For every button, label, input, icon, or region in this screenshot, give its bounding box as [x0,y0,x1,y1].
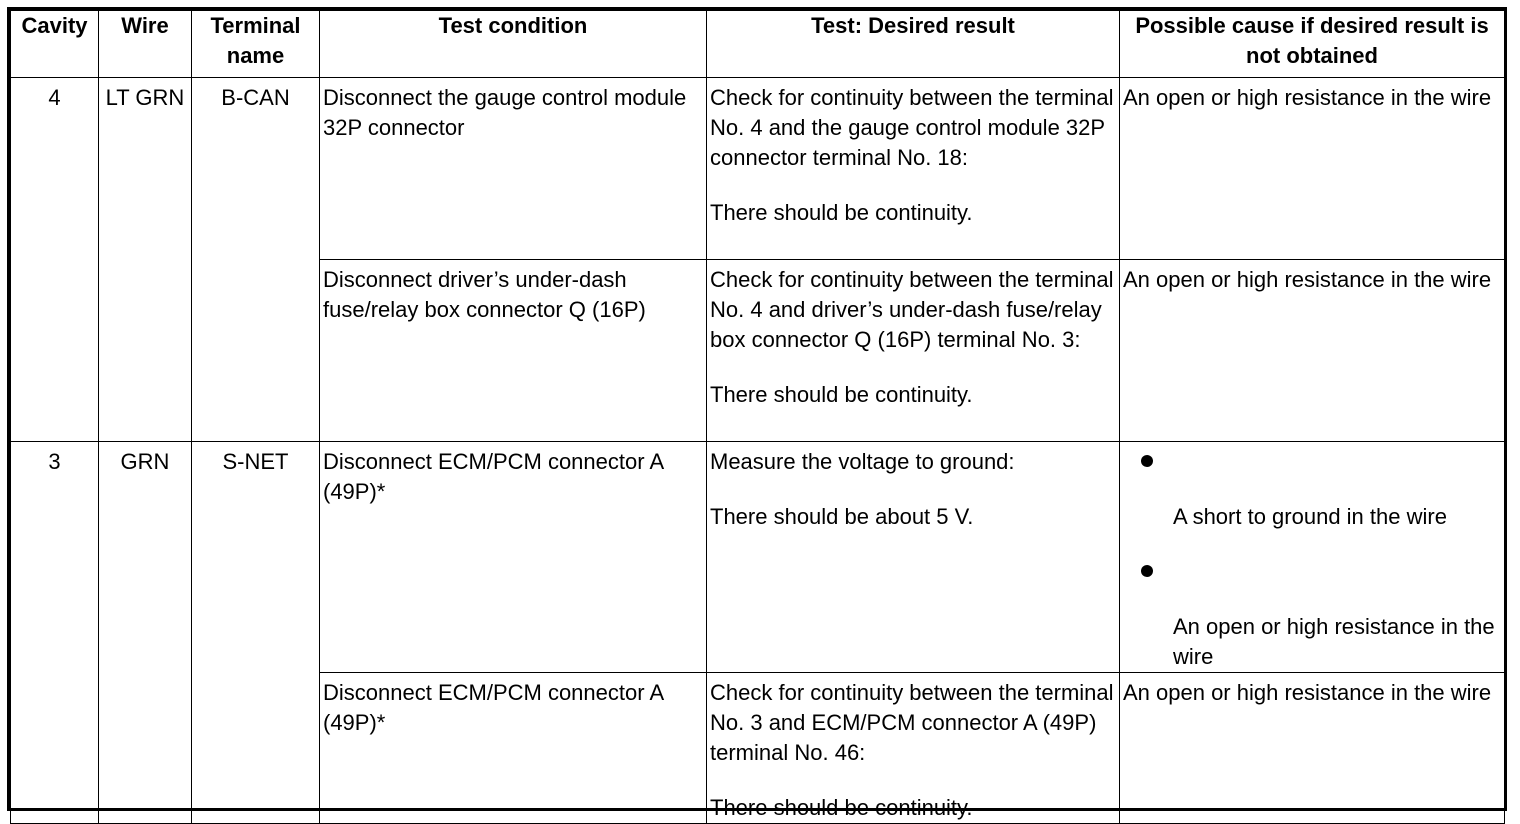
desired-result-cell [707,442,1120,673]
header-wire: Wire [99,11,192,78]
desired-result-cell [707,673,1120,824]
cause-bullet-text: An open or high resistance in the wire [1173,614,1495,669]
cavity-cell: 4 [11,78,99,442]
result-instruction: Check for continuity between the terminal No. 4 and driver’s under-dash fuse/relay box connector Q (16P) terminal No. 3: [710,267,1114,352]
result-instruction: Measure the voltage to ground: [710,449,1015,474]
desired-result-cell [707,260,1120,442]
header-row [11,11,1505,78]
cavity-cell: 3 [11,442,99,824]
wire-cell: LT GRN [99,78,192,442]
cause-bullet-item [1123,557,1501,672]
terminal-name-cell: B-CAN [192,78,320,442]
result-expectation: There should be continuity. [710,382,973,407]
bullet-dot-icon [1141,565,1153,577]
cause-bullet-text: A short to ground in the wire [1173,504,1447,529]
test-condition-cell: Disconnect ECM/PCM connector A (49P)* [320,673,707,824]
header-desired-result: Test: Desired result [707,11,1120,78]
wiring-test-table [10,10,1505,824]
terminal-name-cell: S-NET [192,442,320,824]
bullet-dot-icon [1141,455,1153,467]
result-instruction: Check for continuity between the terminal No. 3 and ECM/PCM connector A (49P) terminal No. 46: [710,680,1114,765]
possible-cause-cell [1120,442,1505,673]
result-instruction: Check for continuity between the terminal No. 4 and the gauge control module 32P connector terminal No. 18: [710,85,1114,170]
test-condition-cell: Disconnect the gauge control module 32P connector [320,78,707,260]
wiring-test-table-frame [7,7,1507,820]
cause-bullet-item [1123,447,1501,532]
result-expectation: There should be continuity. [710,200,973,225]
result-expectation: There should be continuity. [710,795,973,820]
table-row [11,442,1505,673]
possible-cause-cell: An open or high resistance in the wire [1120,673,1505,824]
header-test-condition: Test condition [320,11,707,78]
test-condition-cell: Disconnect driver’s under-dash fuse/relay box connector Q (16P) [320,260,707,442]
wire-cell: GRN [99,442,192,824]
table-row [11,78,1505,260]
test-condition-cell: Disconnect ECM/PCM connector A (49P)* [320,442,707,673]
result-expectation: There should be about 5 V. [710,504,974,529]
header-cavity: Cavity [11,11,99,78]
possible-cause-cell: An open or high resistance in the wire [1120,260,1505,442]
header-terminal-name: Terminal name [192,11,320,78]
desired-result-cell [707,78,1120,260]
header-possible-cause: Possible cause if desired result is not obtained [1120,11,1505,78]
possible-cause-cell: An open or high resistance in the wire [1120,78,1505,260]
